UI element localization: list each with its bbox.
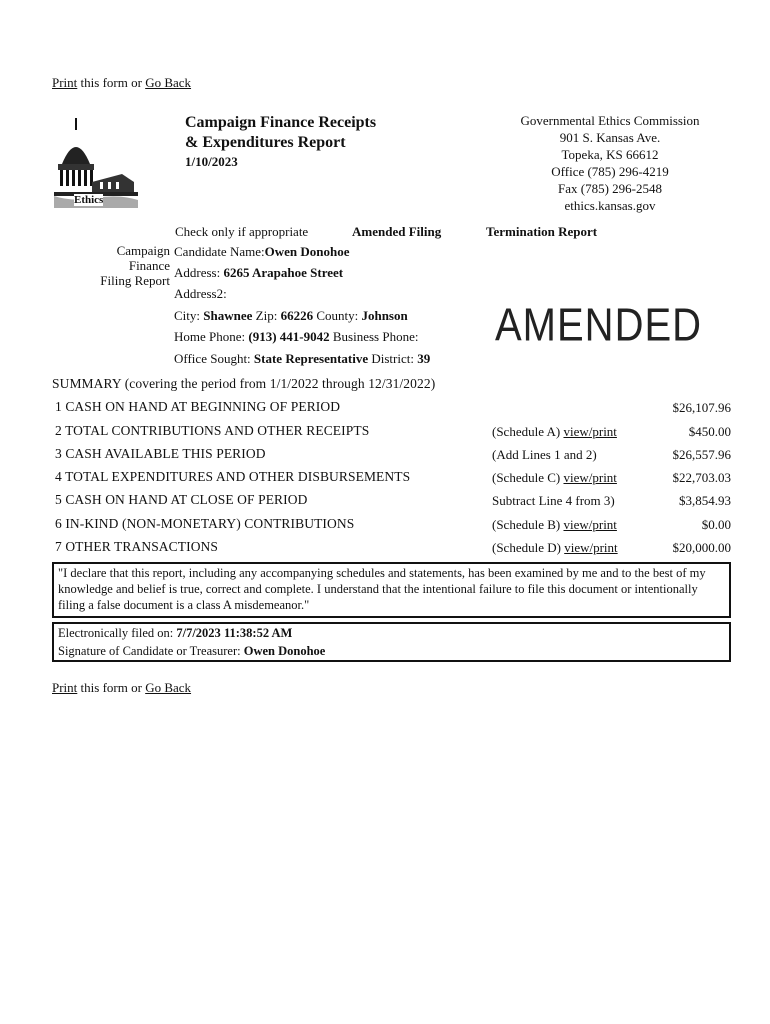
- schedule-d-view-print-link[interactable]: view/print: [564, 540, 618, 555]
- summary-row: [52, 492, 731, 516]
- commission-website: ethics.kansas.gov: [564, 198, 656, 213]
- report-title-line1: Campaign Finance Receipts: [185, 114, 377, 131]
- address-label: Address:: [174, 265, 221, 280]
- check-prompt: Check only if appropriate: [175, 224, 309, 239]
- summary-row-label: 6 IN-KIND (NON-MONETARY) CONTRIBUTIONS: [55, 516, 355, 531]
- declaration-text: "I declare that this report, including any accompanying schedules and statements, has been examined by me and to the best of my knowledge and belief is true, correct and complete. I understand that the intentional failure to file this document or intentionally filing a false document is a class A misdemeanor.": [58, 566, 706, 612]
- summary-row-schedule: [492, 517, 617, 533]
- summary-row-amount: $0.00: [701, 517, 731, 532]
- schedule-a-view-print-link[interactable]: view/print: [563, 424, 617, 439]
- commission-address: [490, 112, 730, 214]
- home-phone-label: Home Phone:: [174, 329, 246, 344]
- schedule-b-view-print-link[interactable]: view/print: [563, 517, 617, 532]
- summary-row-schedule: [492, 470, 617, 486]
- candidate-name-label: Candidate Name:: [174, 244, 265, 259]
- side-label-line3: Filing Report: [100, 273, 170, 288]
- district-value: 39: [417, 351, 431, 366]
- summary-heading: SUMMARY (covering the period from 1/1/2022 through 12/31/2022): [52, 376, 436, 391]
- schedule-text: (Schedule C): [492, 470, 564, 485]
- summary-row: [52, 539, 731, 562]
- amended-stamp: AMENDED: [495, 300, 703, 351]
- signature-line: [54, 642, 729, 660]
- report-date: 1/10/2023: [185, 154, 238, 169]
- side-label-line1: Campaign: [116, 243, 170, 258]
- summary-row: [52, 446, 731, 469]
- address-value: 6265 Arapahoe Street: [223, 265, 344, 280]
- address2-label: Address2:: [174, 286, 227, 301]
- summary-row: [52, 469, 731, 492]
- filed-on-label: Electronically filed on:: [58, 626, 174, 640]
- summary-row-amount: $3,854.93: [679, 493, 731, 508]
- city-label: City:: [174, 308, 201, 323]
- side-label-line2: Finance: [128, 258, 170, 273]
- nav-separator-text-bottom: this form or: [77, 680, 146, 695]
- filed-time: 11:38:52 AM: [223, 626, 293, 640]
- print-link-bottom[interactable]: Print: [52, 680, 78, 695]
- summary-row-label: 2 TOTAL CONTRIBUTIONS AND OTHER RECEIPTS: [55, 423, 370, 438]
- summary-row-amount: $26,557.96: [672, 447, 731, 462]
- side-label: [60, 243, 170, 288]
- commission-office-phone: Office (785) 296-4219: [551, 164, 669, 179]
- commission-name: Governmental Ethics Commission: [520, 113, 700, 128]
- summary-row-amount: $20,000.00: [672, 540, 731, 555]
- logo-wordmark: Ethics: [74, 194, 104, 206]
- filed-on-line: [54, 624, 729, 642]
- summary-row-amount: $22,703.03: [672, 470, 731, 485]
- amended-filing-label: Amended Filing: [352, 224, 442, 239]
- top-nav: [52, 75, 191, 91]
- summary-row-label: 4 TOTAL EXPENDITURES AND OTHER DISBURSEMENTS: [55, 469, 411, 484]
- bottom-nav: [52, 680, 191, 696]
- city-value: Shawnee: [203, 308, 253, 323]
- district-label: District:: [371, 351, 414, 366]
- zip-label: Zip:: [255, 308, 278, 323]
- commission-city: Topeka, KS 66612: [561, 147, 659, 162]
- report-title-line2: & Expenditures Report: [185, 134, 346, 151]
- home-phone-value: (913) 441-9042: [248, 329, 330, 344]
- summary-row-amount: $26,107.96: [672, 400, 731, 415]
- schedule-text: (Schedule B): [492, 517, 564, 532]
- phone-line: [174, 329, 418, 345]
- city-line: [174, 308, 408, 324]
- summary-row: [52, 399, 731, 423]
- candidate-name-line: [174, 244, 349, 260]
- county-label: County:: [316, 308, 359, 323]
- summary-row-schedule: [492, 540, 618, 556]
- commission-street: 901 S. Kansas Ave.: [559, 130, 661, 145]
- go-back-link-bottom[interactable]: Go Back: [145, 680, 192, 695]
- filed-date: 7/7/2023: [176, 626, 221, 640]
- summary-row-schedule: [492, 424, 617, 440]
- signature-label: Signature of Candidate or Treasurer:: [58, 644, 241, 658]
- schedule-c-view-print-link[interactable]: view/print: [563, 470, 617, 485]
- office-value: State Representative: [253, 351, 369, 366]
- report-title-block: [185, 113, 376, 170]
- county-value: Johnson: [361, 308, 408, 323]
- summary-row-schedule: (Add Lines 1 and 2): [492, 447, 597, 462]
- nav-separator-text: this form or: [77, 75, 146, 90]
- summary-row: [52, 516, 731, 539]
- go-back-link[interactable]: Go Back: [145, 75, 192, 90]
- summary-table: [52, 399, 731, 562]
- summary-row-label: 3 CASH AVAILABLE THIS PERIOD: [55, 446, 266, 461]
- termination-report-label: Termination Report: [486, 224, 598, 239]
- schedule-text: (Schedule A): [492, 424, 564, 439]
- office-label: Office Sought:: [174, 351, 251, 366]
- capitol-logo: [52, 112, 140, 210]
- summary-row-label: 5 CASH ON HAND AT CLOSE OF PERIOD: [55, 492, 308, 507]
- declaration-box: [52, 562, 731, 618]
- address-line: [174, 265, 343, 281]
- business-phone-label: Business Phone:: [332, 329, 419, 344]
- filing-box: [52, 622, 731, 662]
- summary-row: [52, 423, 731, 446]
- summary-row-label: 7 OTHER TRANSACTIONS: [55, 539, 219, 554]
- summary-row-label: 1 CASH ON HAND AT BEGINNING OF PERIOD: [55, 399, 341, 414]
- print-link[interactable]: Print: [52, 75, 78, 90]
- office-line: [174, 351, 430, 367]
- signature-value: Owen Donohoe: [243, 644, 326, 658]
- summary-row-schedule: Subtract Line 4 from 3): [492, 493, 615, 508]
- zip-value: 66226: [280, 308, 314, 323]
- candidate-name: Owen Donohoe: [264, 244, 350, 259]
- schedule-text: (Schedule D): [492, 540, 565, 555]
- commission-fax: Fax (785) 296-2548: [558, 181, 662, 196]
- summary-row-amount: $450.00: [688, 424, 731, 439]
